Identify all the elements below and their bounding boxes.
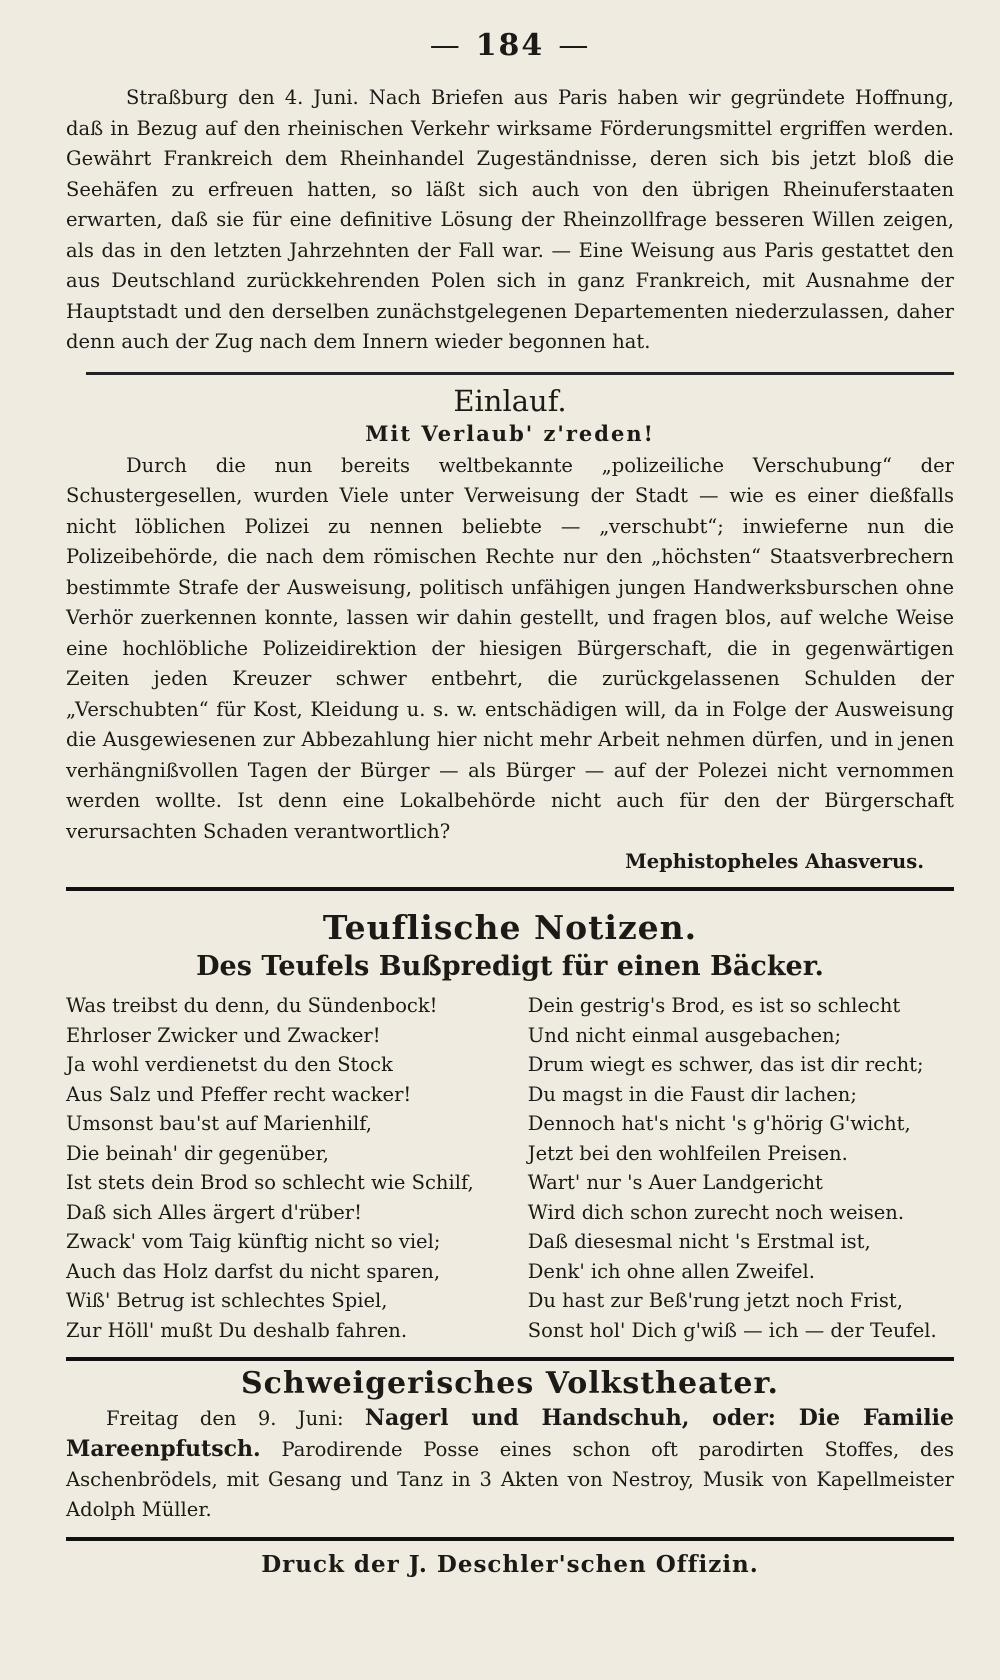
poem-left-column: [66, 991, 474, 1345]
poem-line: Die beinah' dir gegenüber,: [66, 1141, 329, 1165]
play-title: Nagerl und Handschuh, oder: Die Familie Mareenpfutsch.: [66, 1405, 954, 1462]
poem-title: Des Teufels Bußpredigt für einen Bäcker.: [196, 951, 824, 982]
play-description: Parodirende Posse eines schon oft parodirten Stoffes, des Aschenbrödels, mit Gesang und Tanz in 3 Akten von Nestroy, Musik von Kapellmeister Adolph Müller.: [66, 1438, 954, 1521]
dash-right: —: [558, 28, 591, 63]
divider: [66, 887, 954, 891]
poem-line: Dennoch hat's nicht 's g'hörig G'wicht,: [527, 1112, 911, 1135]
poem-line: Umsonst bau'st auf Marienhilf,: [66, 1112, 372, 1135]
poem-line: Was treibst du denn, du Sündenbock!: [66, 994, 438, 1017]
poem-line: Ja wohl verdienetst du den Stock: [66, 1053, 393, 1076]
poem-line: Zwack' vom Taig künftig nicht so viel;: [66, 1230, 441, 1253]
poem-line: Denk' ich ohne allen Zweifel.: [527, 1259, 815, 1283]
theater-date: Freitag den 9. Juni:: [106, 1407, 344, 1430]
poem-line: Zur Höll' mußt Du deshalb fahren.: [66, 1318, 408, 1342]
poem-line: Jetzt bei den wohlfeilen Preisen.: [527, 1141, 848, 1165]
poem-line: Und nicht einmal ausgebachen;: [527, 1023, 842, 1047]
poem-right-column: [528, 991, 954, 1345]
poem-line: Wart' nur 's Auer Landgericht: [527, 1171, 823, 1194]
poem-line: Daß sich Alles ärgert d'rüber!: [66, 1200, 362, 1224]
poem-line: Du hast zur Beß'rung jetzt noch Frist,: [527, 1289, 903, 1312]
einlauf-text: Durch die nun bereits weltbekannte „polizeiliche Verschubung“ der Schustergesellen, wurden Viele unter Verweisung der Stadt — wie es einer dießfalls nicht löblichen Polizei zu nennen beliebte — „verschubt“; inwieferne nun die Polizeibehörde, die nach dem römischen Rechte nur den „höchsten“ Staatsverbrechern bestimmte Strafe der Ausweisung, politisch unfähigen jungen Handwerksburschen ohne Verhör zuerkennen konnte, lassen wir dahin gestellt, und fragen blos, auf welche Weise eine hochlöbliche Polizeidirektion der hiesigen Bürgerschaft, die in gegenwärtigen Zeiten jeden Kreuzer schwer entbehrt, die zurückgelassenen Schulden der „Verschubten“ für Kost, Kleidung u. s. w. entschädigen will, da in Folge der Ausweisung die Ausgewiesenen zur Abbezahlung hier nicht mehr Arbeit nehmen dürfen, und in jenen verhängnißvollen Tagen der Bürger — als Bürger — auf der Polezei nicht vernommen werden wollte. Ist denn eine Lokalbehörde nicht auch für den der Bürgerschaft verursachten Schaden verantwortlich?: [66, 453, 954, 843]
einlauf-subheading: Mit Verlaub' z'reden!: [365, 420, 655, 446]
article-strassburg: Straßburg den 4. Juni. Nach Briefen aus Paris haben wir gegründete Hoffnung, daß in Bezug auf den rheinischen Verkehr wirksame Förderungsmittel ergriffen werden. Gewährt Frankreich dem Rheinhandel Zugeständnisse, deren sich bis jetzt bloß die Seehäfen zu erfreuen hatten, so läßt sich auch von den übrigen Rheinuferstaaten erwarten, daß sie für eine definitive Lösung der Rheinzollfrage besseren Willen zeigen, als das in den letzten Jahrzehnten der Fall war. — Eine Weisung aus Paris gestattet den aus Deutschland zurückkehrenden Polen sich in ganz Frankreich, mit Ausnahme der Hauptstadt und den derselben zunächstgelegenen Departementen niederzulassen, daher denn auch der Zug nach dem Innern wieder begonnen hat.: [66, 86, 954, 353]
theater-announcement: [66, 1403, 954, 1525]
poem-line: Du magst in die Faust dir lachen;: [527, 1082, 857, 1106]
page-number: [66, 28, 954, 63]
divider: [66, 1537, 954, 1541]
dash-left: —: [429, 28, 462, 63]
poem-line: Aus Salz und Pfeffer recht wacker!: [66, 1082, 412, 1106]
poem-line: Sonst hol' Dich g'wiß — ich — der Teufel.: [527, 1318, 937, 1342]
notizen-heading: Teuflische Notizen.: [322, 908, 698, 947]
poem: [66, 991, 954, 1345]
poem-line: Ehrloser Zwicker und Zwacker!: [66, 1023, 381, 1047]
divider: [86, 372, 954, 375]
printer-imprint: Druck der J. Deschler'schen Offizin.: [261, 1551, 759, 1578]
poem-line: Auch das Holz darfst du nicht sparen,: [66, 1259, 441, 1283]
poem-line: Dein gestrig's Brod, es ist so schlecht: [527, 994, 901, 1017]
theater-heading: Schweigerisches Volkstheater.: [241, 1366, 779, 1401]
einlauf-heading: Einlauf.: [453, 383, 567, 418]
poem-line: Wiß' Betrug ist schlechtes Spiel,: [66, 1289, 388, 1312]
page-number-value: 184: [475, 28, 545, 63]
poem-line: Daß diesesmal nicht 's Erstmal ist,: [527, 1230, 871, 1253]
poem-line: Wird dich schon zurecht noch weisen.: [527, 1200, 905, 1224]
einlauf-signature: Mephistopheles Ahasverus.: [625, 850, 924, 873]
divider: [66, 1357, 954, 1361]
poem-line: Ist stets dein Brod so schlecht wie Schilf,: [66, 1171, 474, 1194]
poem-line: Drum wiegt es schwer, das ist dir recht;: [527, 1053, 924, 1076]
